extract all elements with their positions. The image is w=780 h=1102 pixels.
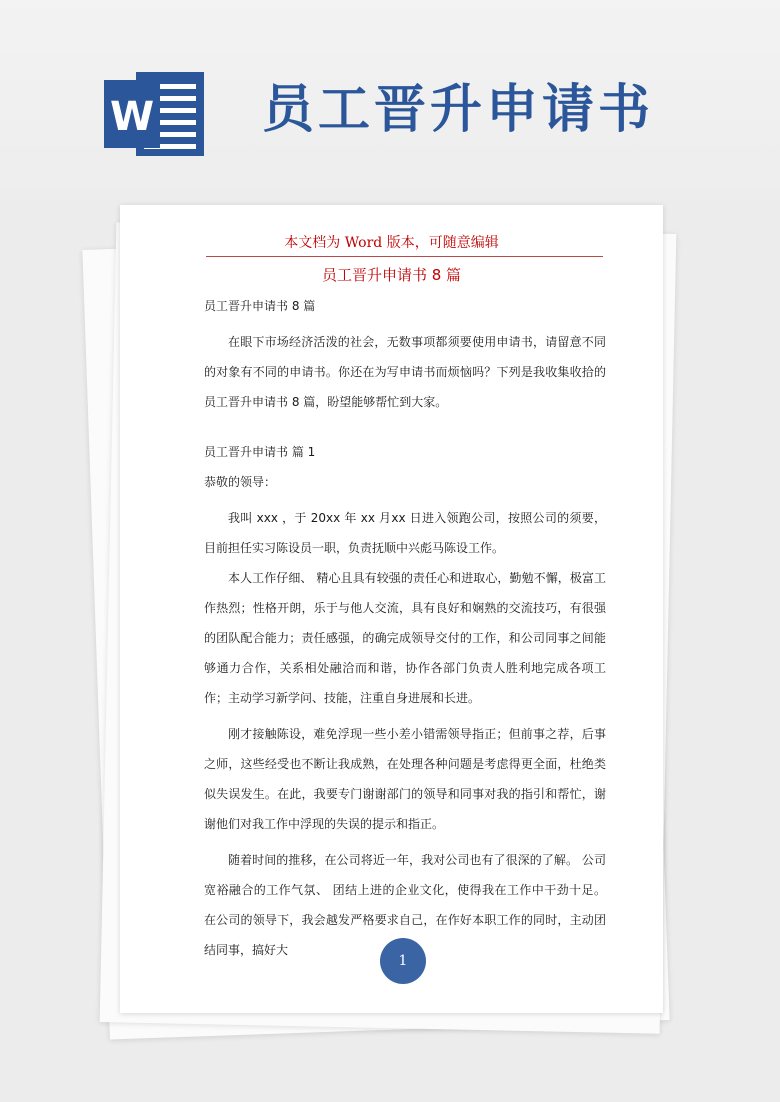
section-title: 员工晋升申请书 篇 1 bbox=[204, 445, 316, 459]
paragraph: 员工晋升申请书 8 篇 bbox=[204, 299, 316, 313]
word-logo-letter: W bbox=[109, 94, 155, 140]
paragraph: 刚才接触陈设，难免浮现一些小差小错需领导指正；但前事之荐，后事之师，这些经受也不断让我成熟，在处理各种问题是考虑得更全面，杜绝类似失误发生。在此，我要专门谢谢部门的领导和同事对我的指引和帮忙，谢谢他们对我工作中浮现的失误的提示和指正。 bbox=[204, 727, 606, 831]
banner bbox=[0, 0, 780, 200]
paragraph: 随着时间的推移，在公司将近一年，我对公司也有了很深的了解。 公司宽裕融合的工作气氛、 团结上进的企业文化，使得我在工作中干劲十足。 在公司的领导下，我会越发严格要求自己，在作好本职工作的同时，主动团结同事，搞好大 bbox=[204, 853, 606, 957]
paragraph: 我叫 xxx ，于 20xx 年 xx 月xx 日进入领跑公司，按照公司的须要，目前担任实习陈设员一职，负责抚顺中兴彪马陈设工作。 bbox=[204, 511, 606, 555]
banner-title: 员工晋升申请书 bbox=[262, 80, 655, 140]
document-body bbox=[204, 291, 606, 965]
editable-notice: 本文档为 Word 版本，可随意编辑 bbox=[284, 235, 499, 251]
paragraph: 本人工作仔细、 精心且具有较强的责任心和进取心，勤勉不懈，极富工作热烈；性格开朗，乐于与他人交流，具有良好和娴熟的交流技巧，有很强的团队配合能力；责任感强，的确完成领导交付的工作，和公司同事之间能够通力合作，关系相处融洽而和谐，协作各部门负责人胜利地完成各项工作；主动学习新学问、技能，注重自身进展和长进。 bbox=[204, 571, 606, 705]
paragraph: 在眼下市场经济活泼的社会，无数事项都须要使用申请书，请留意不同的对象有不同的申请书。你还在为写申请书而烦恼吗？下列是我收集收拾的员工晋升申请书 8 篇，盼望能够帮忙到大家。 bbox=[204, 335, 606, 409]
document-page bbox=[120, 205, 663, 1013]
page-number-badge: 1 bbox=[380, 938, 426, 984]
salutation: 恭敬的领导： bbox=[204, 475, 277, 489]
word-icon bbox=[100, 66, 210, 162]
document-heading: 员工晋升申请书 8 篇 bbox=[321, 266, 462, 284]
notice-divider bbox=[206, 256, 603, 257]
